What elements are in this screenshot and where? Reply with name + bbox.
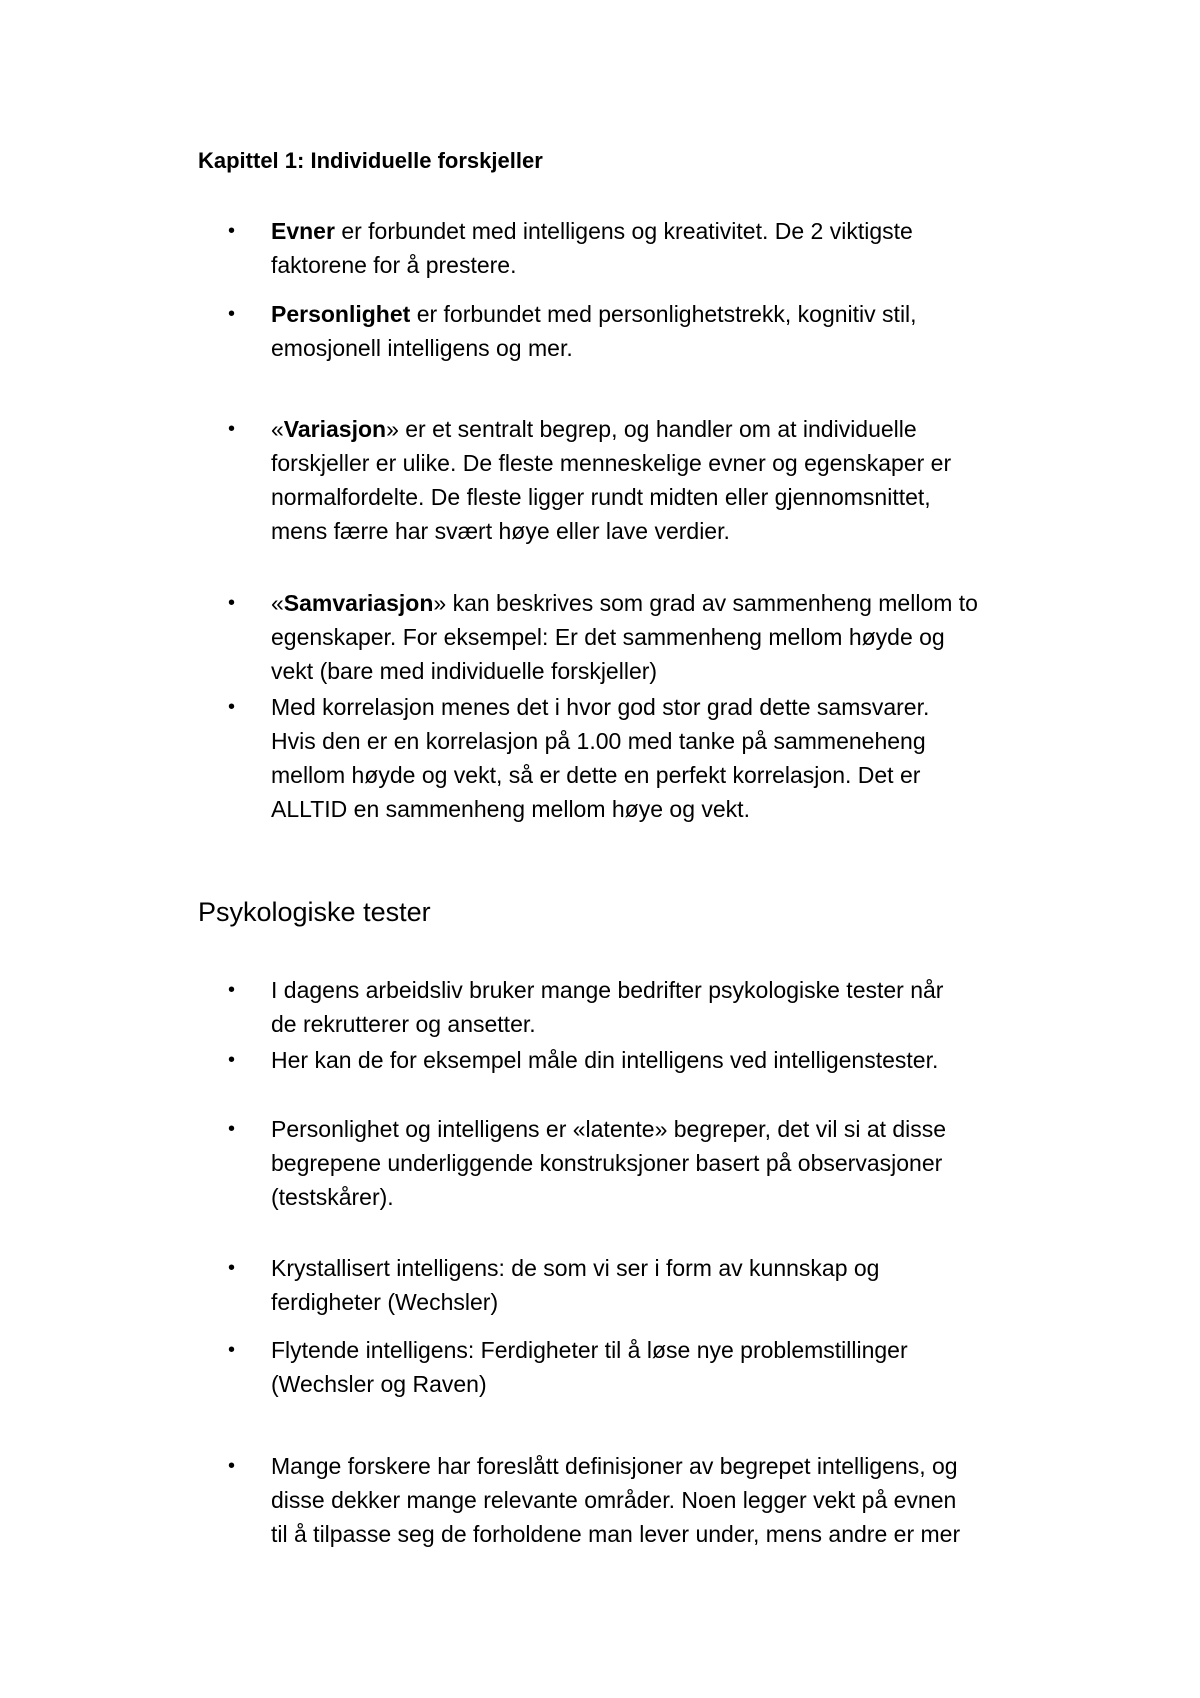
- list-item-line: er forbundet med personlighetstrekk, kognitiv stil,: [410, 301, 917, 327]
- bullet-icon: •: [228, 1455, 236, 1477]
- bullet-icon: •: [228, 1118, 236, 1140]
- list-item-line: » kan beskrives som grad av sammenheng mellom to: [433, 590, 978, 616]
- list-item-text: [271, 1251, 1071, 1319]
- list-item-text: [271, 297, 1071, 365]
- list-item-line: de rekrutterer og ansetter.: [271, 1011, 536, 1037]
- term-bold: Personlighet: [271, 301, 411, 327]
- list-item-line: Personlighet og intelligens er «latente» begreper, det vil si at disse: [271, 1116, 947, 1142]
- list-item-line: er forbundet med intelligens og kreativitet. De 2 viktigste: [334, 218, 913, 244]
- bullet-icon: •: [228, 1339, 236, 1361]
- bullet-icon: •: [228, 303, 236, 325]
- list-item-text: [271, 1043, 1071, 1077]
- quote-mark: «: [271, 416, 284, 442]
- bullet-icon: •: [228, 1049, 236, 1071]
- bullet-icon: •: [228, 1257, 236, 1279]
- bullet-icon: •: [228, 979, 236, 1001]
- list-item-text: [271, 214, 1071, 282]
- list-item-line: faktorene for å prestere.: [271, 252, 517, 278]
- chapter-title: Kapittel 1: Individuelle forskjeller: [198, 148, 543, 173]
- list-item-line: » er et sentralt begrep, og handler om at individuelle: [386, 416, 917, 442]
- list-item-line: Mange forskere har foreslått definisjoner av begrepet intelligens, og: [271, 1453, 958, 1479]
- list-item-line: ALLTID en sammenheng mellom høye og vekt.: [271, 796, 750, 822]
- list-item-line: mellom høyde og vekt, så er dette en perfekt korrelasjon. Det er: [271, 762, 921, 788]
- list-item-line: begrepene underliggende konstruksjoner basert på observasjoner: [271, 1150, 943, 1176]
- list-item-line: Her kan de for eksempel måle din intelligens ved intelligenstester.: [271, 1047, 939, 1073]
- list-item-line: ferdigheter (Wechsler): [271, 1289, 499, 1315]
- list-item-text: [271, 690, 1071, 826]
- list-item-line: mens færre har svært høye eller lave verdier.: [271, 518, 730, 544]
- list-item-line: normalfordelte. De fleste ligger rundt midten eller gjennomsnittet,: [271, 484, 931, 510]
- list-item-line: forskjeller er ulike. De fleste menneskelige evner og egenskaper er: [271, 450, 952, 476]
- list-item-text: [271, 586, 1071, 688]
- list-item-line: (testskårer).: [271, 1184, 394, 1210]
- list-item-line: til å tilpasse seg de forholdene man lever under, mens andre er mer: [271, 1521, 961, 1547]
- bullet-icon: •: [228, 418, 236, 440]
- list-item-line: (Wechsler og Raven): [271, 1371, 487, 1397]
- term-bold: Variasjon: [283, 416, 387, 442]
- term-bold: Evner: [271, 218, 335, 244]
- bullet-icon: •: [228, 220, 236, 242]
- list-item-line: I dagens arbeidsliv bruker mange bedrifter psykologiske tester når: [271, 977, 944, 1003]
- list-item-text: [271, 1333, 1071, 1401]
- list-item-text: [271, 412, 1071, 548]
- term-bold: Samvariasjon: [283, 590, 434, 616]
- list-item-text: [271, 973, 1071, 1041]
- quote-mark: «: [271, 590, 284, 616]
- list-item-text: [271, 1112, 1071, 1214]
- list-item-line: Hvis den er en korrelasjon på 1.00 med tanke på sammeneheng: [271, 728, 926, 754]
- list-item-line: Med korrelasjon menes det i hvor god stor grad dette samsvarer.: [271, 694, 930, 720]
- list-item-line: egenskaper. For eksempel: Er det sammenheng mellom høyde og: [271, 624, 945, 650]
- list-item-line: Flytende intelligens: Ferdigheter til å løse nye problemstillinger: [271, 1337, 908, 1363]
- section-heading: Psykologiske tester: [198, 897, 431, 927]
- bullet-icon: •: [228, 592, 236, 614]
- list-item-line: Krystallisert intelligens: de som vi ser i form av kunnskap og: [271, 1255, 880, 1281]
- list-item-text: [271, 1449, 1071, 1551]
- list-item-line: disse dekker mange relevante områder. Noen legger vekt på evnen: [271, 1487, 957, 1513]
- bullet-icon: •: [228, 696, 236, 718]
- list-item-line: emosjonell intelligens og mer.: [271, 335, 573, 361]
- list-item-line: vekt (bare med individuelle forskjeller): [271, 658, 658, 684]
